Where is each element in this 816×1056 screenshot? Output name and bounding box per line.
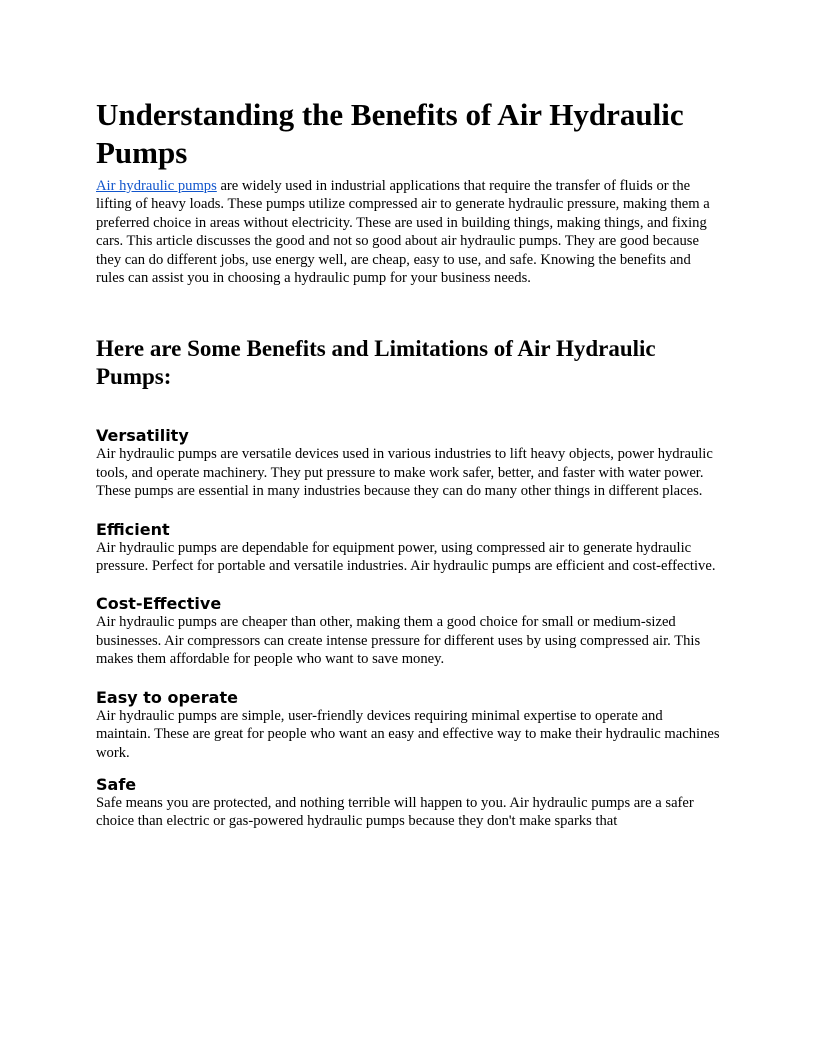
section-heading-safe: Safe (96, 774, 137, 794)
section-efficient (96, 521, 720, 576)
section-versatility (96, 427, 720, 500)
section-easy-to-operate (96, 689, 720, 762)
section-body-safe: Safe means you are protected, and nothing terrible will happen to you. Air hydraulic pumps are a safer choice than electric or gas-powered hydraulic pumps because they don't make sparks that (96, 794, 694, 830)
section-body-cost-effective: Air hydraulic pumps are cheaper than other, making them a good choice for small or medium-sized businesses. Air compressors can create intense pressure for different uses by using compressed air. This makes them affordable for people who want to save money. (96, 614, 701, 668)
intro-text: are widely used in industrial applications that require the transfer of fluids or the lifting of heavy loads. These pumps utilize compressed air to generate hydraulic pressure, making them a preferred choice in areas without electricity. These are used in building things, making things, and fixing cars. This article discusses the good and not so good about air hydraulic pumps. They are good because they can do different jobs, use energy well, are cheap, easy to use, and safe. Knowing the benefits and rules can assist you in choosing a hydraulic pump for your business needs. (96, 178, 710, 287)
benefits-section-heading: Here are Some Benefits and Limitations of Air Hydraulic Pumps: (96, 336, 656, 390)
section-body-easy-to-operate: Air hydraulic pumps are simple, user-friendly devices requiring minimal expertise to operate and maintain. These are great for people who want an easy and effective way to make their hydraulic machines work. (96, 707, 720, 761)
section-heading-versatility: Versatility (96, 426, 189, 446)
section-heading-efficient: Efficient (96, 519, 170, 539)
section-body-efficient: Air hydraulic pumps are dependable for equipment power, using compressed air to generate hydraulic pressure. Perfect for portable and versatile industries. Air hydraulic pumps are efficient and cost-effective. (96, 539, 716, 575)
document-page (96, 96, 720, 831)
section-heading-easy-to-operate: Easy to operate (96, 687, 238, 707)
section-safe (96, 776, 720, 831)
section-body-versatility: Air hydraulic pumps are versatile devices used in various industries to lift heavy objects, power hydraulic tools, and operate machinery. They put pressure to make work safer, better, and faster with water power. These pumps are essential in many industries because they can do many other things in different places. (96, 446, 713, 500)
section-heading-cost-effective: Cost-Effective (96, 594, 222, 614)
section-cost-effective (96, 595, 720, 668)
intro-paragraph-block (96, 177, 720, 287)
air-hydraulic-pumps-link[interactable]: Air hydraulic pumps (96, 178, 217, 194)
intro-paragraph (96, 177, 720, 287)
page-title: Understanding the Benefits of Air Hydraulic Pumps (96, 97, 684, 170)
